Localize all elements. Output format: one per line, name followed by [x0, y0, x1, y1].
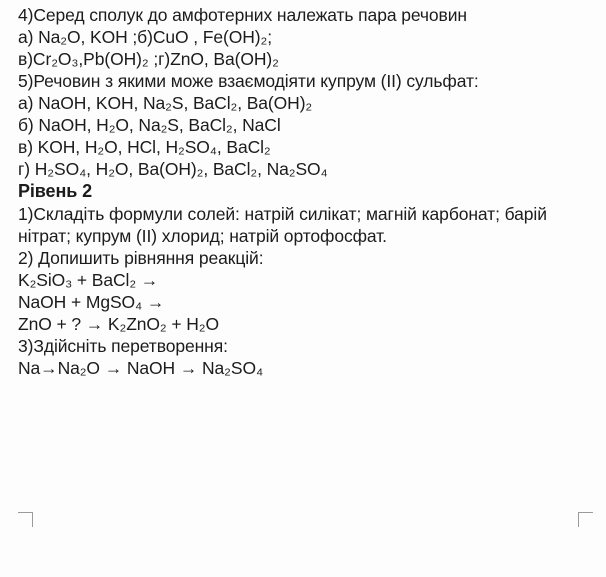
transformation-chain: Na→Na₂O → NaOH → Na₂SO₄: [18, 358, 264, 378]
level-2-task-2-title: 2) Допишить рівняння реакцій:: [18, 248, 264, 268]
task-5-option-c: в) KOH, H₂O, HCl, H₂SO₄, BaCl₂: [18, 137, 271, 157]
worksheet-text: [18, 4, 598, 379]
task-4-option-c-d: в)Cr₂O₃,Pb(OH)₂ ;г)ZnO, Ba(OH)₂: [18, 49, 279, 69]
task-4-option-a-b: а) Na₂O, KOH ;б)CuO , Fe(OH)₂;: [18, 27, 272, 47]
task-4-question: 4)Серед сполук до амфотерних належать пара речовин: [18, 5, 467, 25]
level-2-heading: Рівень 2: [18, 181, 92, 201]
task-5-option-b: б) NaOH, H₂O, Na₂S, BaCl₂, NaCl: [18, 115, 281, 135]
task-5-question: 5)Речовин з якими може взаємодіяти купрум (II) сульфат:: [18, 71, 479, 91]
equation-2: NaOH + MgSO₄ →: [18, 292, 165, 312]
level-2-task-1: 1)Складіть формули солей: натрій силікат; магній карбонат; барій нітрат; купрум (II) хлорид; натрій ортофосфат.: [18, 204, 547, 246]
crop-corner-right-mark: [578, 512, 593, 527]
equation-3: ZnO + ? → K₂ZnO₂ + H₂O: [18, 314, 220, 334]
level-2-task-3-title: 3)Здійсніть перетворення:: [18, 336, 228, 356]
task-5-option-d: г) H₂SO₄, H₂O, Ba(OH)₂, BaCl₂, Na₂SO₄: [18, 159, 328, 179]
task-5-option-a: а) NaOH, KOH, Na₂S, BaCl₂, Ba(OH)₂: [18, 93, 313, 113]
crop-corner-left-mark: [18, 512, 33, 527]
equation-1: K₂SiO₃ + BaCl₂ →: [18, 270, 159, 290]
